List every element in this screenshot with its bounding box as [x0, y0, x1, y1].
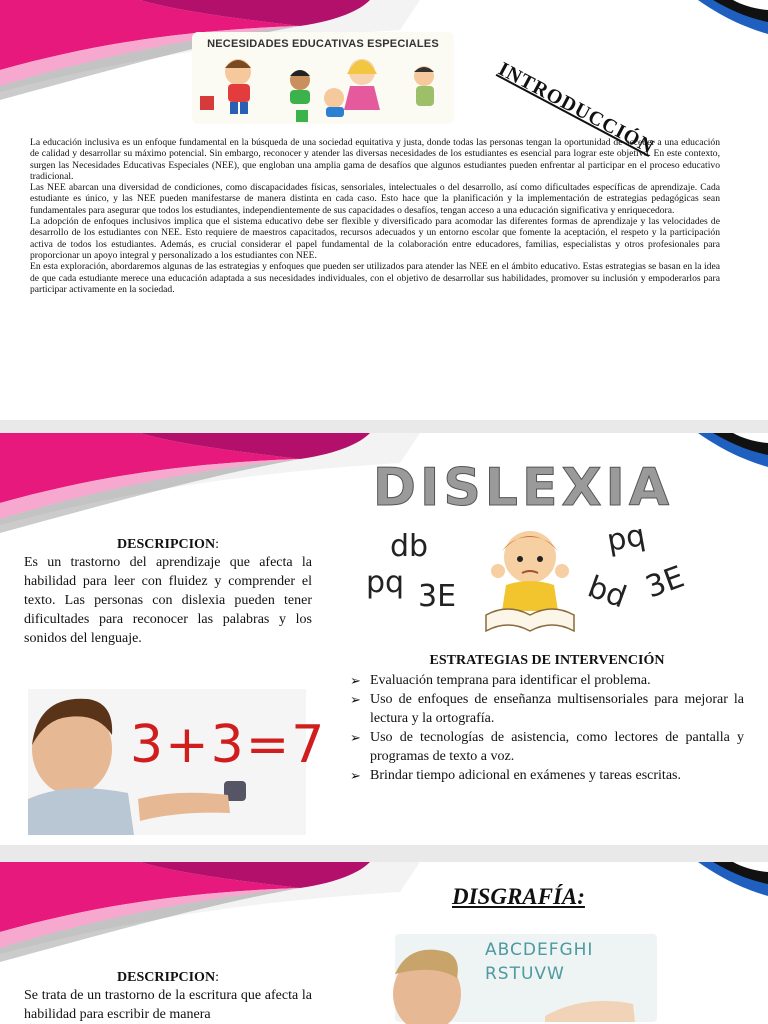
- list-item: [350, 766, 744, 785]
- image-letters: db: [390, 529, 429, 564]
- board-equation: 3+3=7: [130, 715, 327, 775]
- description-block: [24, 537, 312, 648]
- decorative-corner-swoosh: [678, 0, 768, 60]
- description-text: Se trata de un trastorno de la escritura que afecta la habilidad para escribir de manera: [24, 988, 312, 1022]
- description-heading: [24, 970, 312, 986]
- heading-colon: :: [215, 537, 219, 552]
- slide-disgrafia: [0, 862, 768, 1024]
- list-item: [350, 728, 744, 766]
- board-letters: RSTUVW: [485, 964, 565, 984]
- list-item: [350, 671, 744, 690]
- decorative-corner-swoosh: [678, 862, 768, 922]
- image-letters: 3E: [418, 579, 457, 614]
- boy-at-whiteboard-photo: [28, 689, 327, 835]
- introduction-text: [30, 137, 720, 295]
- description-text: Es un trastorno del aprendizaje que afecta la habilidad para leer con fluidez y comprender el texto. Las personas con dislexia pueden tener dificultades para reconocer las palabras y los sonidos del lenguaje.: [24, 555, 312, 646]
- decorative-corner-swoosh: [678, 433, 768, 493]
- child-writing-photo: [395, 934, 657, 1022]
- heading-colon: :: [215, 970, 219, 985]
- dislexia-image-title: DISLEXIA: [372, 458, 674, 518]
- paragraph: Las NEE abarcan una diversidad de condiciones, como discapacidades físicas, sensoriales, intelectuales o del desarrollo, así como dificultades específicas de aprendizaje. Cada estudiante es único, y las NEE pueden manifestarse de manera distinta en cada caso. Esto hace que la planificación y la implementación de estrategias pedagógicas sean fundamentales para asegurar que todos los estudiantes, independientemente de sus capacidades o desafíos, tengan acceso a una educación significativa y enriquecedora.: [30, 182, 720, 216]
- nee-banner-image: [192, 32, 454, 124]
- arrow-bullet-icon: ➢: [350, 692, 361, 707]
- image-letters: 3E: [641, 559, 689, 606]
- banner-title: NECESIDADES EDUCATIVAS ESPECIALES: [207, 38, 439, 50]
- board-letters: ABCDEFGHI: [485, 940, 594, 960]
- slide-gap: [0, 845, 768, 862]
- strategy-text: Uso de enfoques de enseñanza multisensoriales para mejorar la lectura y la ortografía.: [370, 692, 744, 726]
- slide-dislexia: [0, 433, 768, 845]
- image-letters: pq: [604, 517, 648, 560]
- paragraph: La educación inclusiva es un enfoque fundamental en la búsqueda de una sociedad equitativa y justa, donde todas las personas tengan la oportunidad de acceder a una educación de calidad y desarrollar su máximo potencial. Sin embargo, reconocer y atender las diversas necesidades de los estudiantes es esencial para lograr este objetivo. En este contexto, surgen las Necesidades Educativas Especiales (NEE), que engloban una amplia gama de desafíos que algunos estudiantes pueden enfrentar al participar en el proceso educativo tradicional.: [30, 137, 720, 182]
- image-letters: bd: [583, 569, 631, 616]
- arrow-bullet-icon: ➢: [350, 673, 361, 688]
- paragraph: En esta exploración, abordaremos algunas de las estrategias y enfoques que pueden ser utilizados para atender las NEE en el ámbito educativo. Estas estrategias se basan en la idea de que cada estudiante merece una educación adaptada a sus necesidades individuales, con el objetivo de desarrollar sus habilidades, promover su inclusión y empoderarlos para participar activamente en la sociedad.: [30, 261, 720, 295]
- image-letters: pq: [366, 565, 405, 600]
- slide-title: INTRODUCCIÓN: [494, 58, 658, 159]
- slide-introduccion: [0, 0, 768, 420]
- children-illustration: [192, 32, 454, 124]
- description-heading: [24, 537, 312, 553]
- heading-text: DESCRIPCION: [117, 537, 216, 552]
- strategies-title: ESTRATEGIAS DE INTERVENCIÓN: [429, 653, 665, 668]
- heading-text: DESCRIPCION: [117, 970, 216, 985]
- description-block: [24, 970, 312, 1024]
- strategy-text: Brindar tiempo adicional en exámenes y tareas escritas.: [370, 768, 681, 783]
- slide-title: DISGRAFÍA:: [452, 884, 585, 909]
- strategies-list: [350, 671, 744, 785]
- arrow-bullet-icon: ➢: [350, 768, 361, 783]
- child-reading-illustration: [478, 519, 582, 635]
- list-item: [350, 690, 744, 728]
- strategy-text: Evaluación temprana para identificar el problema.: [370, 673, 651, 688]
- slide-gap: [0, 420, 768, 433]
- paragraph: La adopción de enfoques inclusivos implica que el sistema educativo debe ser flexible y diversificado para acomodar las diferentes formas de aprendizaje y las velocidades de desarrollo de los estudiantes con NEE. Esto requiere de maestros capacitados, recursos adecuados y un entorno escolar que fomente la aceptación, el respeto y la participación activa de todos los estudiantes. Además, es crucial considerar el papel fundamental de la colaboración entre educadores, familias, especialistas y otros profesionales para proporcionar un apoyo integral y personalizado a los estudiantes con NEE.: [30, 216, 720, 261]
- arrow-bullet-icon: ➢: [350, 730, 361, 745]
- strategy-text: Uso de tecnologías de asistencia, como lectores de pantalla y programas de texto a voz.: [370, 730, 744, 764]
